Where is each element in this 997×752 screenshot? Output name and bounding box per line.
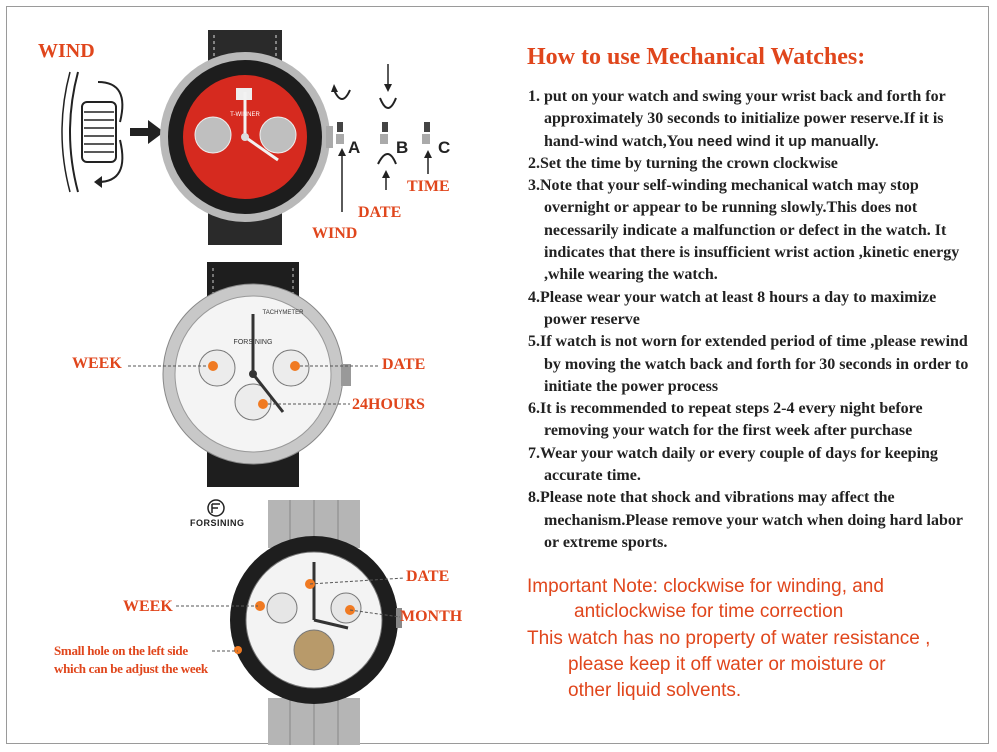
step-1 (528, 86, 974, 153)
note-line-4: please keep it off water or moisture or (568, 654, 886, 675)
week-label-1: WEEK (72, 355, 122, 372)
position-a-label: A (348, 138, 361, 157)
wind-label-bottom: WIND (312, 225, 358, 242)
instruction-list (528, 86, 974, 554)
note-line-3: This watch has no property of water resistance , (527, 628, 931, 649)
step-text: 3.Note that your self-winding mechanical watch may stop overnight or appear to be running slowly.This does not necessarily indicate a malfunction or defect in the watch. It indicates that there is insufficient wrist action ,kinetic energy ,while wearing the watch. (528, 177, 960, 284)
wind-label-top: WIND (38, 40, 95, 62)
date-label-3: DATE (406, 568, 450, 585)
step-text: 7.Wear your watch daily or every couple of days for keeping accurate time. (528, 444, 938, 485)
hole-note-line2: which can be adjust the week (54, 661, 208, 676)
step-2 (528, 153, 974, 175)
bezel-text: TACHYMETER (262, 310, 304, 316)
brand-text: FORSINING (190, 518, 245, 528)
step-emphasis: need wind it up manually. (697, 132, 879, 150)
date-label-2: DATE (382, 356, 426, 373)
step-4 (528, 287, 974, 332)
dial2-brand-text: FORSINING (233, 339, 273, 346)
step-7 (528, 443, 974, 488)
dial-brand-text: T-WINNER (230, 112, 260, 118)
hole-note-line1: Small hole on the left side (54, 643, 188, 658)
step-5 (528, 331, 974, 398)
step-8 (528, 487, 974, 554)
position-b-label: B (396, 138, 409, 157)
step-6 (528, 398, 974, 443)
step-text: 5.If watch is not worn for extended period of time ,please rewind by moving the watch back and forth for 30 seconds in order to initiate the power process (528, 333, 969, 395)
position-c-label: C (438, 138, 451, 157)
step-text: 4.Please wear your watch at least 8 hours a day to maximize power reserve (528, 288, 937, 328)
note-line-1: Important Note: clockwise for winding, and (527, 576, 884, 597)
step-text: 6.It is recommended to repeat steps 2-4 every night before removing your watch for the first week after purchase (528, 400, 923, 440)
step-text: 8.Please note that shock and vibrations may affect the mechanism.Please remove your watch when doing hard labor or extreme sports. (528, 489, 963, 551)
week-label-2: WEEK (123, 598, 173, 615)
time-label: TIME (407, 178, 450, 195)
month-label: MONTH (400, 608, 463, 625)
page-title: How to use Mechanical Watches: (527, 44, 866, 70)
step-text: 1. put on your watch and swing your wrist back and forth for approximately 30 seconds to initialize power reserve.If it is hand-wind watch,You (528, 88, 946, 150)
step-text: 2.Set the time by turning the crown clockwise (528, 154, 838, 172)
date-label-1: DATE (358, 204, 402, 221)
step-3 (528, 175, 974, 286)
24hours-label: 24HOURS (352, 396, 425, 413)
note-line-2: anticlockwise for time correction (574, 601, 844, 622)
note-line-5: other liquid solvents. (568, 680, 742, 701)
